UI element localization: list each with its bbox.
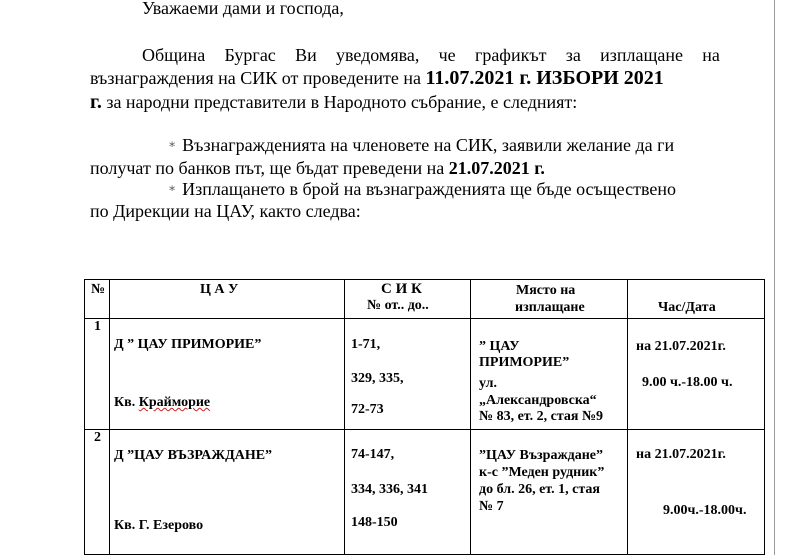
- header-place: [471, 280, 628, 319]
- payment-date: на 21.07.2021г.: [636, 339, 726, 354]
- bullet-1-line-1: [168, 134, 674, 158]
- text: за народни представители в Народното събрание, е следният:: [101, 92, 578, 112]
- text: Възнагражденията на членовете на СИК, заявили желание да ги: [182, 135, 675, 155]
- sik-range: 329, 335,: [351, 371, 404, 386]
- bullet-1-line-2: [90, 157, 545, 179]
- bullet-2-line-2: по Дирекции на ЦАУ, както следва:: [90, 201, 361, 221]
- header-sik-label: С И К: [381, 281, 422, 297]
- table-header-row: [85, 280, 765, 319]
- cell-place: [471, 430, 628, 555]
- paragraph-line-1: [142, 44, 720, 66]
- place-line: № 7: [479, 499, 504, 514]
- place-line: ул.: [479, 376, 498, 391]
- place-line: ” ЦАУ: [479, 339, 520, 354]
- cell-cau: [110, 430, 345, 555]
- transfer-date: 21.07.2021 г.: [448, 158, 545, 178]
- place-line: ”ЦАУ Възраждане”: [479, 448, 603, 463]
- place-line: к-с ”Меден рудник”: [479, 465, 605, 480]
- table-row: [85, 430, 765, 555]
- header-num: [85, 280, 110, 319]
- word: изплащане: [600, 45, 683, 65]
- place-line: ПРИМОРИЕ”: [479, 355, 570, 370]
- word: уведомява,: [335, 45, 420, 65]
- word: графикът: [474, 45, 547, 65]
- payment-hours: 9.00ч.-18.00ч.: [663, 503, 747, 518]
- district: [114, 395, 210, 411]
- sik-range: 148-150: [351, 515, 398, 530]
- page-edge: [774, 0, 800, 555]
- year-suffix: г.: [90, 91, 102, 113]
- header-place-label: Място на: [516, 283, 576, 298]
- cell-sik: [345, 319, 471, 430]
- cell-time: [628, 430, 765, 555]
- paragraph-line-2: [90, 67, 664, 89]
- district-name: Г. Езерово: [138, 518, 204, 533]
- schedule-table: [84, 279, 765, 555]
- cau-name: Д ” ЦАУ ПРИМОРИЕ”: [114, 337, 262, 352]
- row-number: 2: [94, 430, 101, 445]
- cell-place: [471, 319, 628, 430]
- word: Ви: [295, 45, 317, 65]
- word: че: [438, 45, 456, 65]
- sik-range: 334, 336, 341: [351, 482, 428, 497]
- bullet-icon: ∗: [168, 137, 177, 151]
- bullet-icon: ∗: [168, 181, 177, 195]
- cell-num: [85, 430, 110, 555]
- sik-range: 1-71,: [351, 337, 381, 352]
- cell-sik: [345, 430, 471, 555]
- row-number: 1: [94, 319, 101, 334]
- payment-hours: 9.00 ч.-18.00 ч.: [642, 375, 733, 390]
- text: възнаграждения на СИК от проведените на: [90, 68, 426, 88]
- word: на: [702, 45, 720, 65]
- text: получат по банков път, ще бъдат преведени на: [90, 158, 449, 178]
- greeting: Уважаеми дами и господа,: [142, 0, 344, 18]
- district: [114, 518, 203, 534]
- table-row: [85, 319, 765, 430]
- cell-time: [628, 319, 765, 430]
- cell-num: [85, 319, 110, 430]
- bullet-2-line-1: [168, 178, 676, 202]
- place-line: № 83, ет. 2, стая №9: [479, 409, 604, 424]
- payment-date: на 21.07.2021г.: [636, 447, 726, 462]
- header-cau-label: Ц А У: [200, 282, 239, 297]
- header-place-label-2: изплащане: [515, 300, 585, 315]
- district-prefix: Кв.: [114, 395, 139, 410]
- word: Бургас: [224, 45, 276, 65]
- place-line: до бл. 26, ет. 1, стая: [479, 482, 600, 497]
- cell-cau: [110, 319, 345, 430]
- paragraph-line-3: [90, 91, 577, 113]
- header-sik: [345, 280, 471, 319]
- header-sik-range: № от.. до..: [367, 298, 429, 313]
- text: Изплащането в брой на възнагражденията ще бъде осъществено: [182, 179, 676, 199]
- election-date: 11.07.2021 г. ИЗБОРИ 2021: [425, 67, 664, 89]
- district-name: Крайморие: [138, 395, 211, 410]
- place-line: „Александровска“: [479, 393, 597, 408]
- header-time: [628, 280, 765, 319]
- sik-range: 72-73: [351, 402, 384, 417]
- district-prefix: Кв.: [114, 518, 139, 533]
- word: Община: [142, 45, 206, 65]
- cau-name: Д ”ЦАУ ВЪЗРАЖДАНЕ”: [114, 448, 273, 463]
- word: за: [565, 45, 581, 65]
- sik-range: 74-147,: [351, 447, 395, 462]
- header-cau: [110, 280, 345, 319]
- header-time-label: Час/Дата: [658, 300, 716, 315]
- header-num-label: №: [91, 282, 106, 297]
